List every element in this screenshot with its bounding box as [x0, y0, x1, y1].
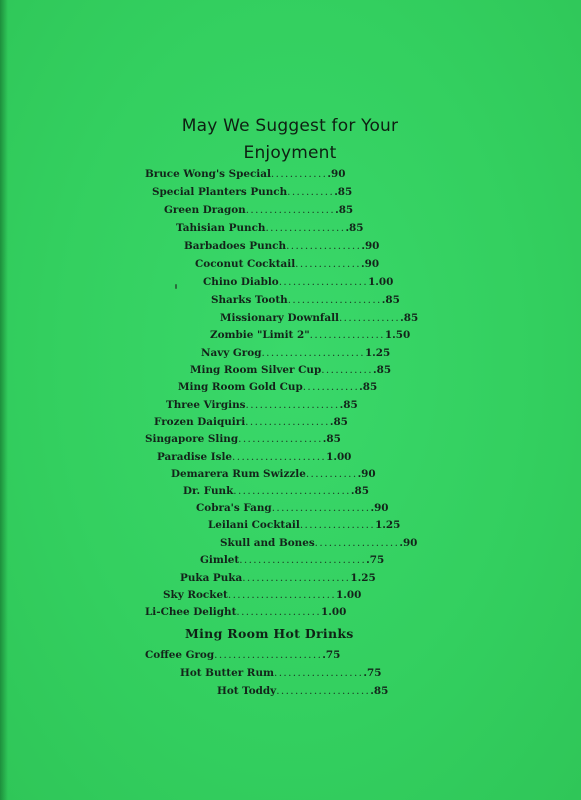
menu-item [220, 535, 417, 552]
menu-item [217, 683, 388, 700]
menu-item-name: Tahisian Punch [176, 222, 266, 234]
menu-item-leader: ................ [309, 329, 385, 341]
menu-item [208, 517, 400, 534]
menu-item-name: Puka Puka [180, 572, 243, 584]
menu-item [166, 397, 358, 414]
menu-item-name: Paradise Isle [157, 451, 233, 463]
menu-item-leader: ......................... [233, 485, 351, 497]
menu-item [200, 552, 384, 569]
menu-item-price: .85 [370, 685, 389, 697]
menu-item-name: Coconut Cocktail [195, 258, 296, 270]
menu-item-price: 1.00 [321, 606, 347, 618]
menu-item [178, 379, 377, 396]
menu-item-name: Bruce Wong's Special [145, 168, 271, 180]
menu-item-price: .75 [366, 554, 385, 566]
hot-drinks-heading: Ming Room Hot Drinks [185, 626, 354, 641]
menu-item-leader: ............. [338, 312, 401, 324]
menu-item [164, 202, 353, 219]
menu-item-price: .75 [363, 667, 382, 679]
menu-item-leader: ........... [305, 468, 358, 480]
menu-item-name: Missionary Downfall [220, 312, 339, 324]
menu-item-name: Chino Diablo [203, 276, 279, 288]
menu-title-line-1: May We Suggest for Your [181, 116, 399, 136]
menu-item-name: Demarera Rum Swizzle [171, 468, 306, 480]
menu-item-leader: ....................... [242, 572, 351, 584]
menu-item-price: .75 [322, 649, 341, 661]
menu-item [163, 587, 361, 604]
menu-item [154, 414, 348, 431]
menu-item-price: .90 [399, 537, 418, 549]
menu-item-leader: ................ [299, 519, 376, 531]
menu-item-name: Coffee Grog [145, 649, 215, 661]
menu-item [145, 431, 341, 448]
menu-item-name: Three Virgins [166, 399, 246, 411]
menu-item [183, 483, 369, 500]
menu-item-leader: .................... [287, 294, 382, 306]
menu-item-name: Green Dragon [164, 204, 246, 216]
menu-item-price: 1.00 [368, 276, 394, 288]
menu-item [171, 466, 376, 483]
menu-item-name: Special Planters Punch [152, 186, 288, 198]
menu-item-price: 1.25 [375, 519, 401, 531]
menu-item [201, 345, 390, 362]
menu-item-leader: .................... [245, 399, 340, 411]
menu-item-leader: .................. [238, 433, 323, 445]
menu-item-name: Hot Toddy [217, 685, 277, 697]
menu-item [145, 647, 340, 664]
menu-item [145, 604, 346, 621]
menu-item-leader: .................. [314, 537, 400, 549]
menu-item-name: Hot Butter Rum [180, 667, 274, 679]
menu-item [210, 327, 410, 344]
menu-item-name: Navy Grog [201, 347, 262, 359]
menu-item-price: 1.00 [326, 451, 352, 463]
menu-item [184, 238, 379, 255]
menu-item-leader: ................... [245, 204, 336, 216]
menu-item [195, 256, 379, 273]
menu-item [145, 166, 345, 183]
menu-item-leader: .................. [245, 416, 330, 428]
menu-item-price: .85 [359, 381, 378, 393]
menu-item-leader: ..................... [271, 502, 371, 514]
menu-item-price: .90 [361, 240, 380, 252]
menu-item-name: Ming Room Silver Cup [190, 364, 322, 376]
menu-item-leader: ................... [274, 667, 364, 679]
menu-item-name: Gimlet [200, 554, 240, 566]
menu-item-price: .90 [360, 258, 380, 270]
menu-item-price: .85 [335, 204, 354, 216]
menu-item-price: .85 [322, 433, 341, 445]
menu-item [190, 362, 391, 379]
menu-item-leader: ........... [321, 364, 373, 376]
menu-item-leader: .................. [236, 606, 322, 618]
menu-item-price: .85 [345, 222, 364, 234]
stray-mark [175, 284, 177, 289]
menu-item [196, 500, 389, 517]
menu-item-price: 1.50 [384, 329, 411, 341]
menu-item-leader: ........................... [239, 554, 367, 566]
menu-item-price: .90 [357, 468, 376, 480]
menu-item-leader: .................... [232, 451, 327, 463]
menu-item-leader: ....................... [214, 649, 323, 661]
menu-item-name: Singapore Sling [145, 433, 239, 445]
menu-item-price: .85 [381, 294, 400, 306]
menu-item-name: Skull and Bones [220, 537, 315, 549]
menu-item-leader: ............ [270, 168, 328, 180]
menu-item-name: Frozen Daiquiri [154, 416, 246, 428]
menu-item-name: Ming Room Gold Cup [178, 381, 303, 393]
menu-item [220, 310, 418, 327]
menu-item-name: Zombie "Limit 2" [210, 329, 310, 341]
menu-item-price: 1.25 [350, 572, 376, 584]
menu-item [211, 292, 400, 309]
menu-item-leader: .................... [276, 685, 371, 697]
menu-item-leader: ............ [302, 381, 360, 393]
menu-item [152, 184, 352, 201]
menu-item-leader: ................... [278, 276, 369, 288]
menu-item-name: Sharks Tooth [211, 294, 288, 306]
menu-item-name: Sky Rocket [163, 589, 228, 601]
menu-item-price: .85 [372, 364, 392, 376]
menu-item-price: 1.25 [364, 347, 391, 359]
menu-item-leader: ................. [265, 222, 346, 234]
menu-item-leader: .............. [295, 258, 361, 270]
menu-item-name: Li-Chee Delight [145, 606, 237, 618]
menu-item [203, 274, 393, 291]
menu-item-name: Cobra's Fang [196, 502, 272, 514]
menu-item-name: Dr. Funk [183, 485, 234, 497]
menu-item-leader: ....................... [227, 589, 337, 601]
menu-item-price: .90 [370, 502, 389, 514]
menu-item-leader: ................ [286, 240, 362, 252]
menu-item-price: 1.00 [336, 589, 362, 601]
scan-edge [0, 0, 8, 800]
menu-item-name: Leilani Cocktail [208, 519, 300, 531]
menu-item-name: Barbadoes Punch [184, 240, 287, 252]
menu-item [180, 570, 376, 587]
menu-item [176, 220, 364, 237]
menu-item-price: .90 [327, 168, 346, 180]
menu-item-price: .85 [334, 186, 353, 198]
menu-item-price: .85 [350, 485, 369, 497]
menu-item-leader: .......... [287, 186, 335, 198]
menu-item-price: .85 [329, 416, 348, 428]
menu-item [180, 665, 381, 682]
menu-item-price: .85 [400, 312, 419, 324]
menu-title-line-2: Enjoyment [243, 143, 337, 163]
menu-item-leader: ...................... [261, 347, 365, 359]
menu-item [157, 449, 351, 466]
menu-item-price: .85 [339, 399, 358, 411]
